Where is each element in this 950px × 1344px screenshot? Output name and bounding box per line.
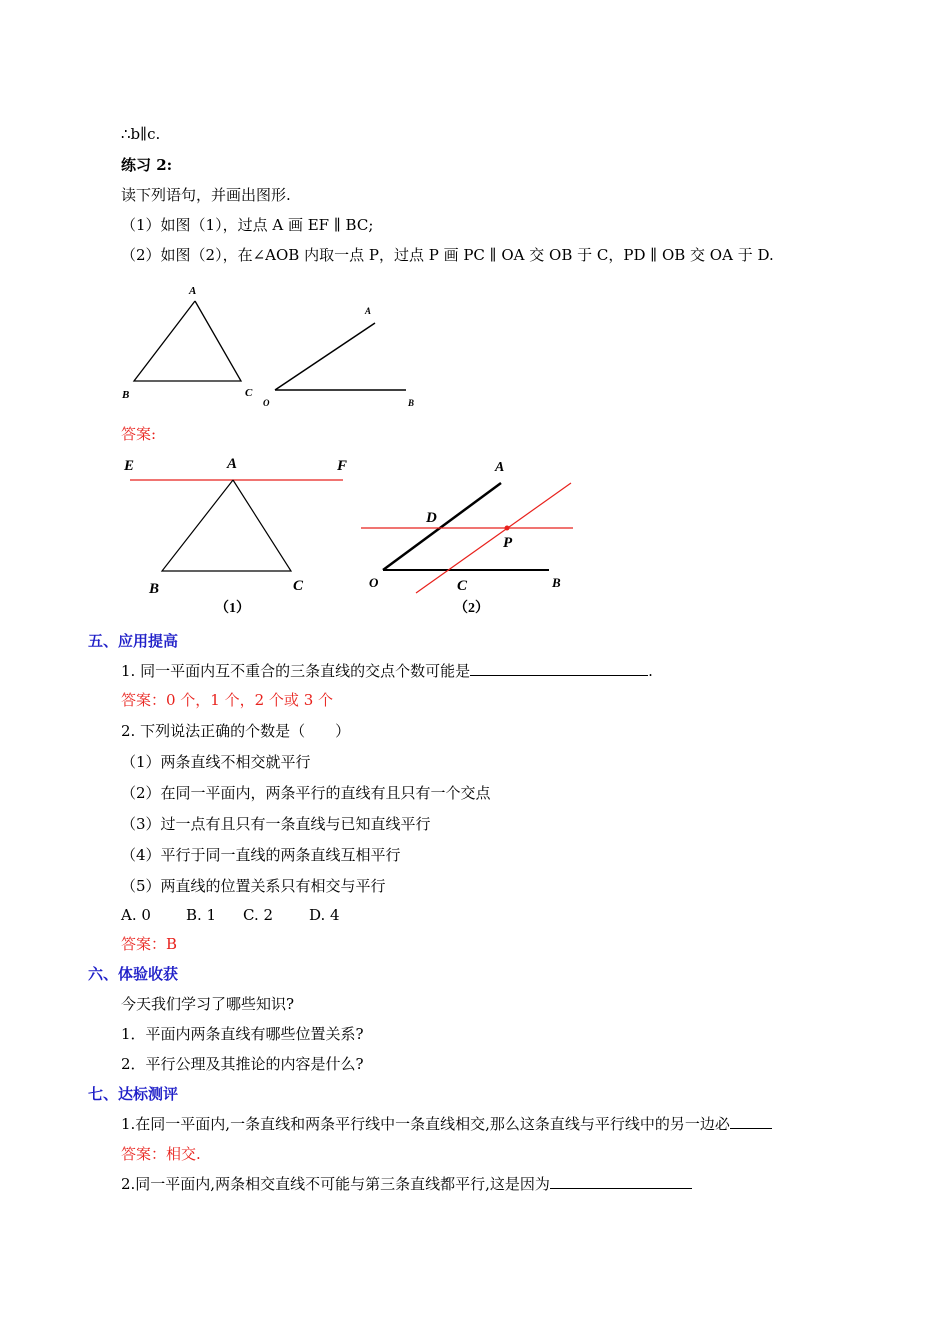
- s5-statement-4: （4）平行于同一直线的两条直线互相平行: [121, 846, 401, 864]
- s7-question-2: [121, 1174, 692, 1194]
- label-c: C: [457, 578, 468, 594]
- s7-answer-1: 答案：相交.: [121, 1145, 201, 1163]
- s5-q1-text: 1. 同一平面内互不重合的三条直线的交点个数可能是: [121, 662, 471, 680]
- instruction: 读下列语句，并画出图形.: [121, 186, 291, 204]
- s5-q1-end: .: [648, 662, 653, 680]
- exercise-item-2: （2）如图（2），在∠AOB 内取一点 P，过点 P 画 PC ∥ OA 交 OB 于 C，PD ∥ OB 交 OA 于 D.: [121, 246, 774, 264]
- answer-figure-2: [355, 455, 595, 625]
- label-p: P: [503, 535, 513, 551]
- label-b: B: [122, 389, 130, 401]
- s5-answer-1: 答案：0 个，1 个，2 个或 3 个: [121, 691, 334, 709]
- label-d: D: [426, 510, 437, 526]
- angle-figure: [260, 300, 420, 410]
- label-a: A: [365, 306, 372, 316]
- s5-question-2: 2. 下列说法正确的个数是（ ）: [121, 722, 351, 740]
- answer-blank: [730, 1114, 772, 1129]
- s5-statement-1: （1）两条直线不相交就平行: [121, 753, 311, 771]
- answer-blank: [550, 1174, 692, 1189]
- label-o: O: [263, 398, 270, 408]
- section6-title: 六、体验收获: [88, 965, 179, 983]
- label-a: A: [227, 456, 238, 472]
- triangle-figure: [115, 280, 265, 400]
- s5-answer-2: 答案：B: [121, 935, 178, 953]
- s5-statement-2: （2）在同一平面内，两条平行的直线有且只有一个交点: [121, 784, 491, 802]
- figure-answer-label: 答案:: [121, 425, 157, 443]
- label-o: O: [369, 575, 379, 590]
- answer-figure-1: [115, 450, 355, 620]
- exercise-item-1: （1）如图（1），过点 A 画 EF ∥ BC;: [121, 216, 374, 234]
- label-c: C: [245, 387, 253, 399]
- option-c: C. 2: [243, 906, 274, 924]
- label-b: B: [149, 581, 160, 597]
- option-a: A. 0: [121, 906, 151, 924]
- exercise-title: 练习 2:: [121, 156, 173, 174]
- section5-title: 五、应用提高: [88, 632, 179, 650]
- label-b: B: [408, 398, 415, 408]
- caption-2: （2）: [454, 601, 489, 616]
- label-e: E: [124, 458, 135, 474]
- label-a: A: [495, 460, 505, 475]
- s5-statement-3: （3）过一点有且只有一条直线与已知直线平行: [121, 815, 431, 833]
- s6-intro: 今天我们学习了哪些知识?: [121, 995, 295, 1013]
- option-b: B. 1: [186, 906, 217, 924]
- s7-question-1: [121, 1114, 772, 1134]
- label-a: A: [189, 285, 197, 297]
- label-c: C: [293, 578, 304, 594]
- therefore-line: ∴b∥c.: [121, 125, 161, 143]
- label-b: B: [552, 575, 561, 590]
- s6-question-1: 1．平面内两条直线有哪些位置关系?: [121, 1025, 364, 1043]
- s6-question-2: 2．平行公理及其推论的内容是什么?: [121, 1055, 364, 1073]
- s7-q2-text: 2.同一平面内,两条相交直线不可能与第三条直线都平行,这是因为: [121, 1175, 550, 1193]
- answer-blank: [470, 661, 648, 676]
- caption-1: （1）: [215, 601, 250, 616]
- label-f: F: [337, 458, 348, 474]
- s5-question-1: [121, 661, 653, 681]
- s5-statement-5: （5）两直线的位置关系只有相交与平行: [121, 877, 386, 895]
- s7-q1-text: 1.在同一平面内,一条直线和两条平行线中一条直线相交,那么这条直线与平行线中的另一边必: [121, 1115, 730, 1133]
- section7-title: 七、达标测评: [88, 1085, 179, 1103]
- option-d: D. 4: [309, 906, 340, 924]
